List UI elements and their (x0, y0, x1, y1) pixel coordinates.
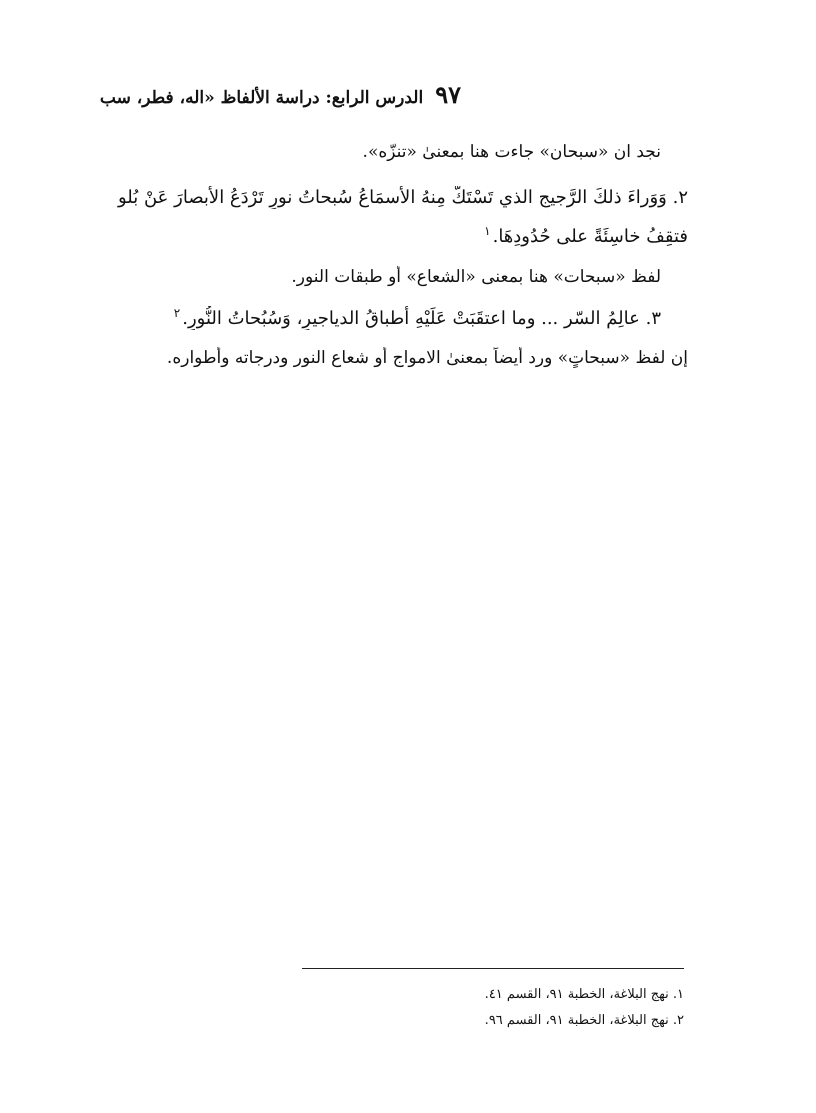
page-number: ٩٧ (435, 80, 461, 109)
running-head: الدرس الرابع: دراسة الألفاظ «اله، فطر، سب (99, 88, 424, 108)
quote-2-line-1: ٢. وَوَراءَ ذلكَ الرَّجيجِ الذي تَسْتَكُّ مِنهُ الأَسمَاعُ سُبحاتُ نورٍ تَرْدَعُ الأَبصارَ عَنْ بُلو (117, 187, 688, 208)
footnote-marker-1: ١ (484, 224, 491, 238)
footnote-divider (302, 968, 684, 969)
body-line-1: نجد ان «سبحان» جاءت هنا بمعنىٰ «تنزّه». (362, 142, 661, 162)
body-line-4: لفظ «سبحات» هنا بمعنى «الشعاع» أو طبقات النور. (291, 267, 661, 287)
footnote-2: ٢. نهج البلاغة، الخطبة ٩١، القسم ٩٦. (484, 1013, 684, 1028)
page-header (100, 80, 461, 109)
footnote-1: ١. نهج البلاغة، الخطبة ٩١، القسم ٤١. (484, 987, 684, 1002)
quote-3-text: ٣. عالِمُ السّر ... وما اعتقَبَتْ عَلَيْهِ أطباقُ الدياجيرِ، وَسُبُحاتُ النُّورِ. (182, 308, 661, 329)
footnote-marker-2: ٢ (173, 306, 181, 320)
body-line-6: إن لفظ «سبحاتٍ» ورد أيضاً بمعنىٰ الامواج أو شعاع النور ودرجاته وأطواره. (166, 348, 688, 368)
quote-2-line-2 (88, 224, 688, 248)
quote-2-line-2-text: فتقِفُ خاسِئَةً على حُدُودِهَا. (492, 226, 688, 247)
quote-3 (101, 306, 661, 330)
